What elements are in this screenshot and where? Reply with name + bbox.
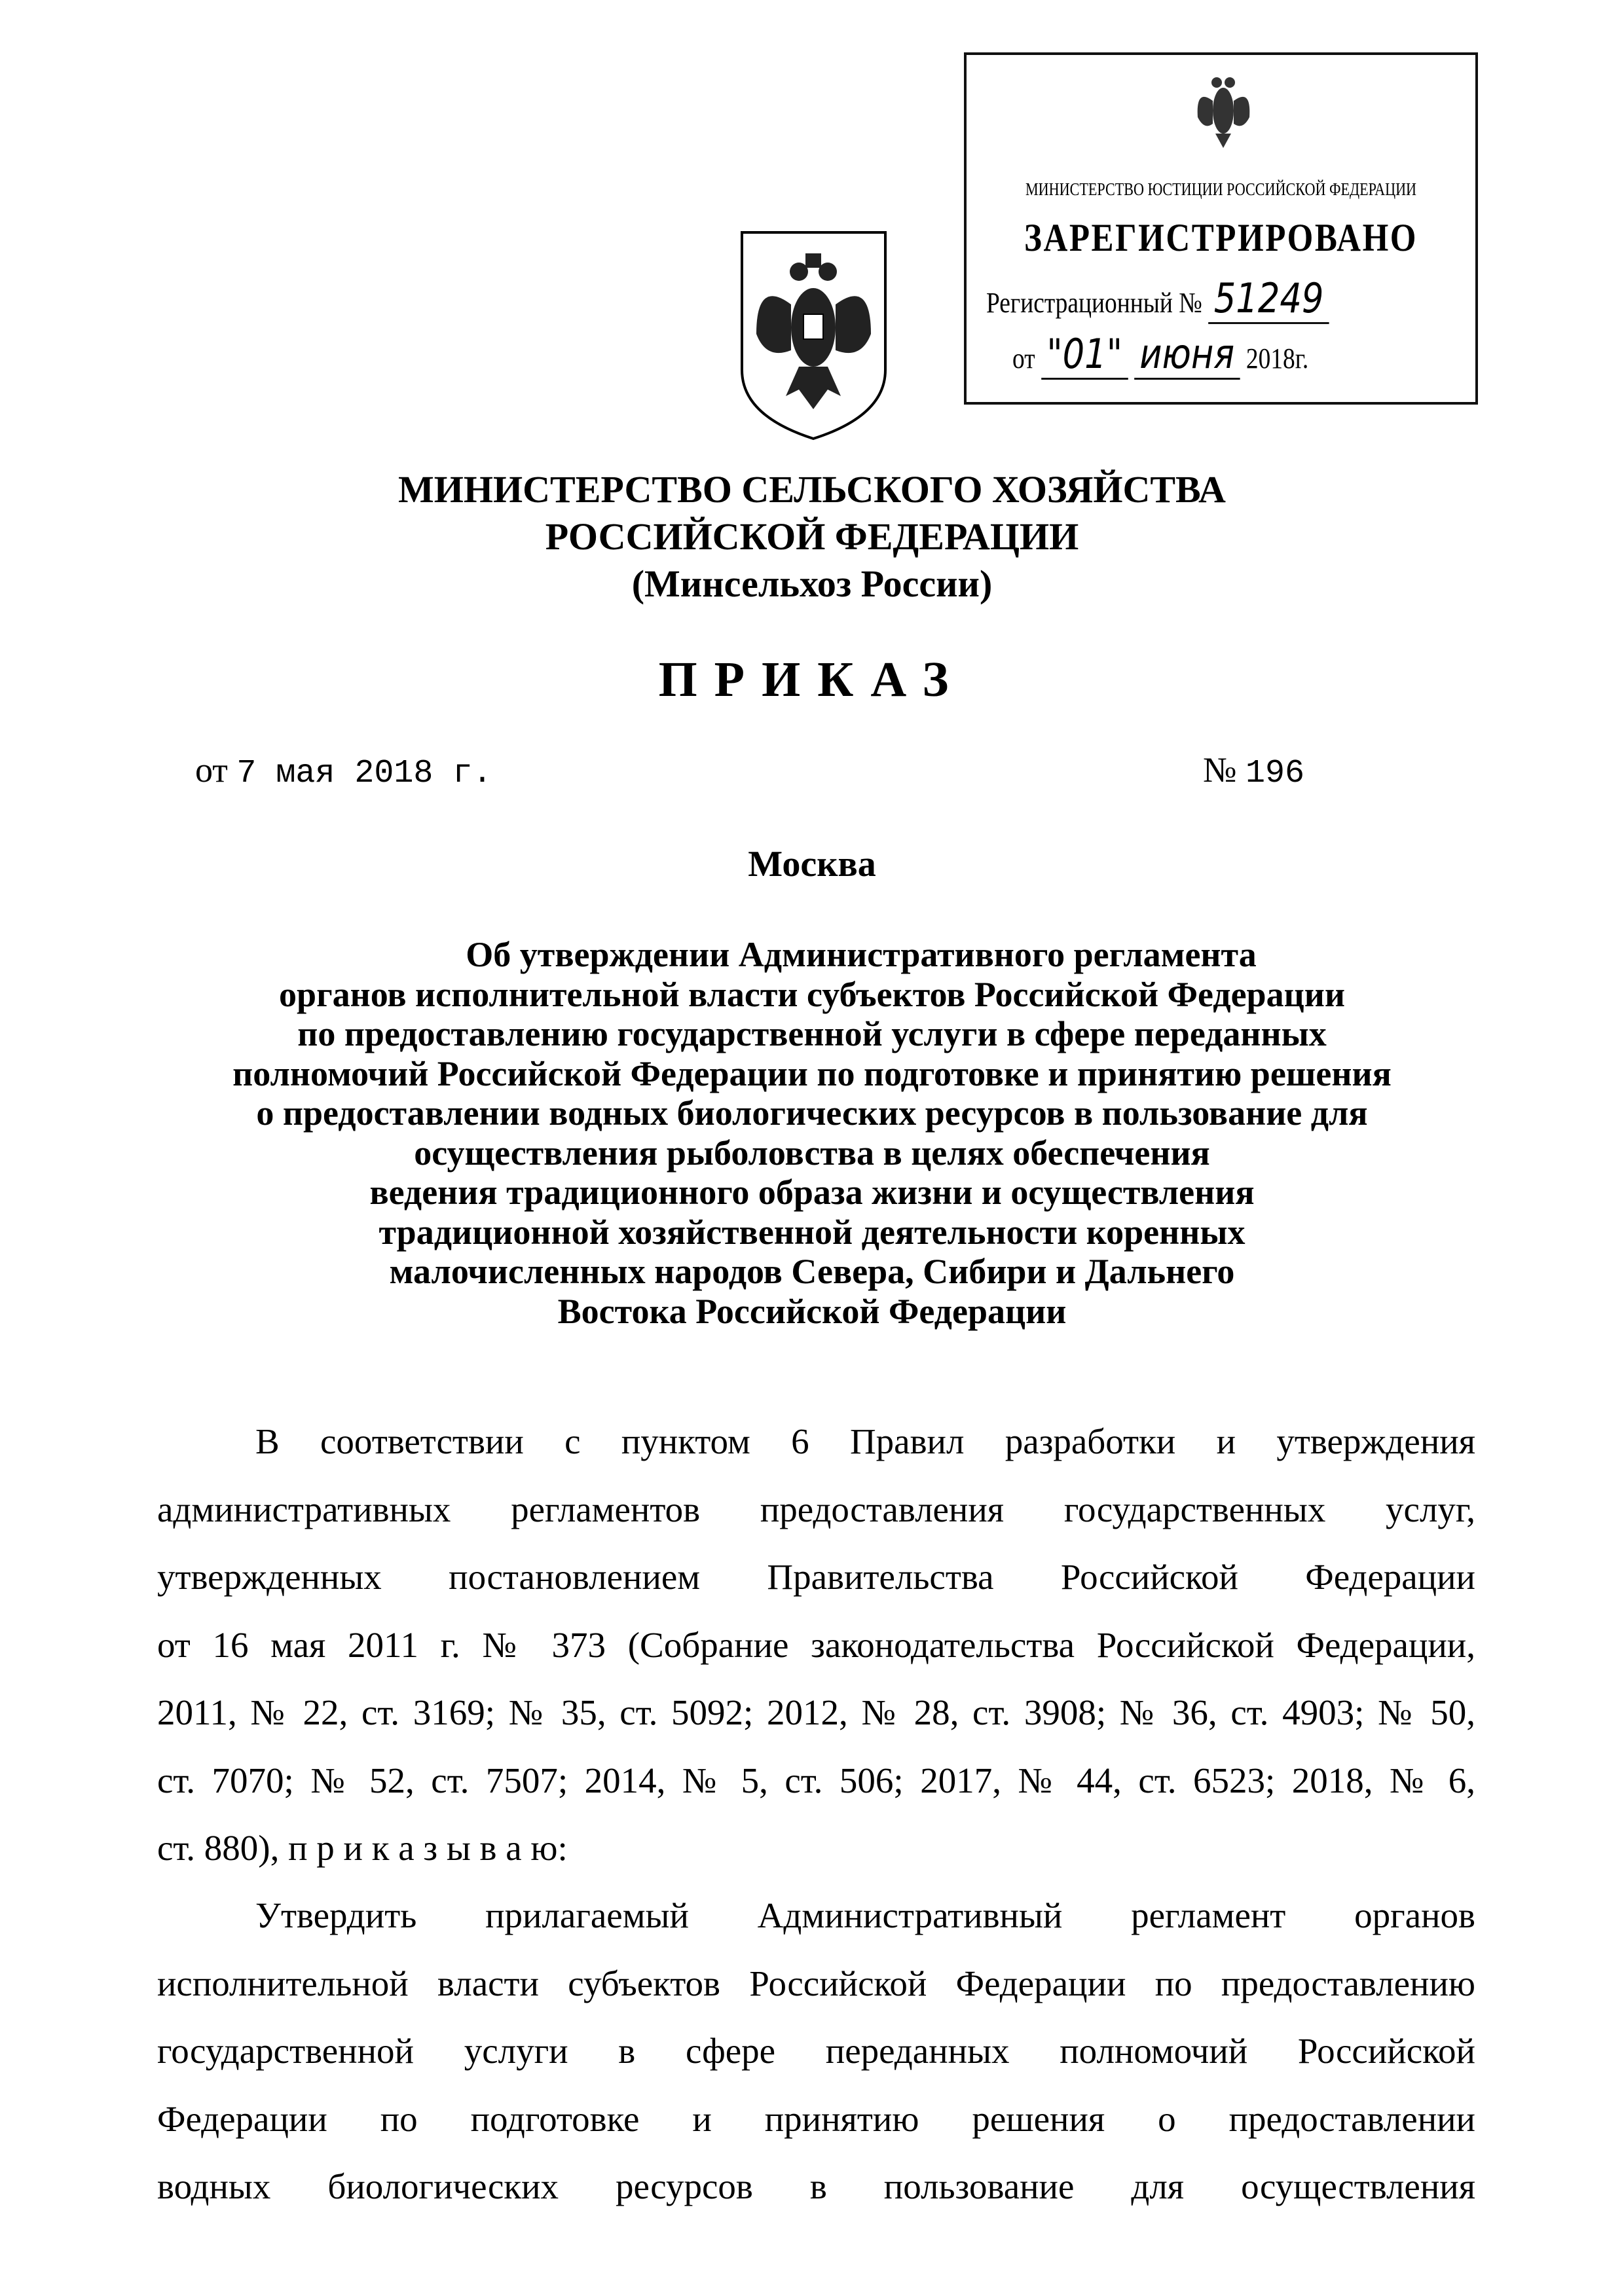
paragraph-line: ст. 880), п р и к а з ы в а ю:: [157, 1828, 568, 1868]
stamp-registration-number: [986, 274, 1329, 322]
title-line: малочисленных народов Севера, Сибири и Дальнего: [389, 1252, 1235, 1291]
order-number-sign: №: [1203, 750, 1237, 790]
title-line: о предоставлении водных биологических ресурсов в пользование для: [256, 1093, 1368, 1133]
title-line: ведения традиционного образа жизни и осуществления: [369, 1173, 1255, 1212]
title-line: органов исполнительной власти субъектов Российской Федерации: [279, 974, 1345, 1014]
order-date-prefix: от: [195, 750, 228, 790]
stamp-emblem-icon: [1192, 68, 1255, 150]
title-line: традиционной хозяйственной деятельности коренных: [378, 1212, 1246, 1252]
document-type-title: ПРИКАЗ: [658, 652, 966, 707]
paragraph-2: [157, 1882, 1475, 2221]
title-line: по предоставлению государственной услуги в сфере переданных: [297, 1014, 1327, 1053]
title-line: полномочий Российской Федерации по подготовке и принятию решения: [232, 1053, 1392, 1093]
stamp-registered-label: ЗАРЕГИСТРИРОВАНО: [1024, 216, 1418, 259]
ministry-name-line1: МИНИСТЕРСТВО СЕЛЬСКОГО ХОЗЯЙСТВА: [398, 468, 1226, 511]
stamp-date-month: июня: [1134, 330, 1240, 380]
order-number-value: 196: [1246, 755, 1305, 792]
order-number: [1203, 750, 1304, 792]
stamp-date-day: "01": [1041, 330, 1128, 380]
title-line: Востока Российской Федерации: [557, 1291, 1067, 1331]
paragraph-line: Утвердить прилагаемый Административный регламент органов: [255, 1895, 1475, 1935]
paragraph-1: [157, 1408, 1475, 1882]
paragraph-line: административных регламентов предоставления государственных услуг,: [157, 1489, 1475, 1529]
paragraph-line: 2011, № 22, ст. 3169; № 35, ст. 5092; 2012, № 28, ст. 3908; № 36, ст. 4903; № 50,: [157, 1692, 1475, 1732]
coat-of-arms-emblem: [737, 219, 891, 442]
order-title: [0, 935, 1624, 1331]
stamp-reg-number: 51249: [1208, 274, 1329, 324]
title-line: осуществления рыболовства в целях обеспечения: [414, 1133, 1210, 1173]
paragraph-line: Федерации по подготовке и принятию решения о предоставлении: [157, 2098, 1475, 2139]
paragraph-line: государственной услуги в сфере переданных полномочий Российской: [157, 2031, 1475, 2071]
stamp-date: [1012, 330, 1308, 378]
order-date-value: 7 мая 2018 г.: [236, 755, 492, 792]
stamp-ministry-name: МИНИСТЕРСТВО ЮСТИЦИИ РОССИЙСКОЙ ФЕДЕРАЦИИ: [1025, 179, 1417, 199]
stamp-date-prefix: от: [1012, 342, 1035, 374]
title-line: Об утверждении Административного регламента: [466, 935, 1257, 974]
paragraph-line: В соответствии с пунктом 6 Правил разработки и утверждения: [255, 1421, 1475, 1461]
ministry-short-name: (Минсельхоз России): [631, 562, 993, 605]
paragraph-line: исполнительной власти субъектов Российской Федерации по предоставлению: [157, 1963, 1475, 2003]
paragraph-line: от 16 мая 2011 г. № 373 (Собрание законодательства Российской Федерации,: [157, 1624, 1475, 1665]
ministry-name-line2: РОССИЙСКОЙ ФЕДЕРАЦИИ: [545, 515, 1079, 558]
paragraph-line: водных биологических ресурсов в пользование для осуществления: [157, 2166, 1475, 2206]
city: Москва: [748, 844, 876, 884]
registration-stamp: [964, 52, 1478, 405]
stamp-reg-label: Регистрационный №: [986, 287, 1202, 319]
stamp-date-year: 2018г.: [1246, 342, 1309, 374]
order-date: [195, 750, 492, 792]
paragraph-line: ст. 7070; № 52, ст. 7507; 2014, № 5, ст. 506; 2017, № 44, ст. 6523; 2018, № 6,: [157, 1760, 1475, 1800]
paragraph-line: утвержденных постановлением Правительства Российской Федерации: [157, 1557, 1475, 1597]
